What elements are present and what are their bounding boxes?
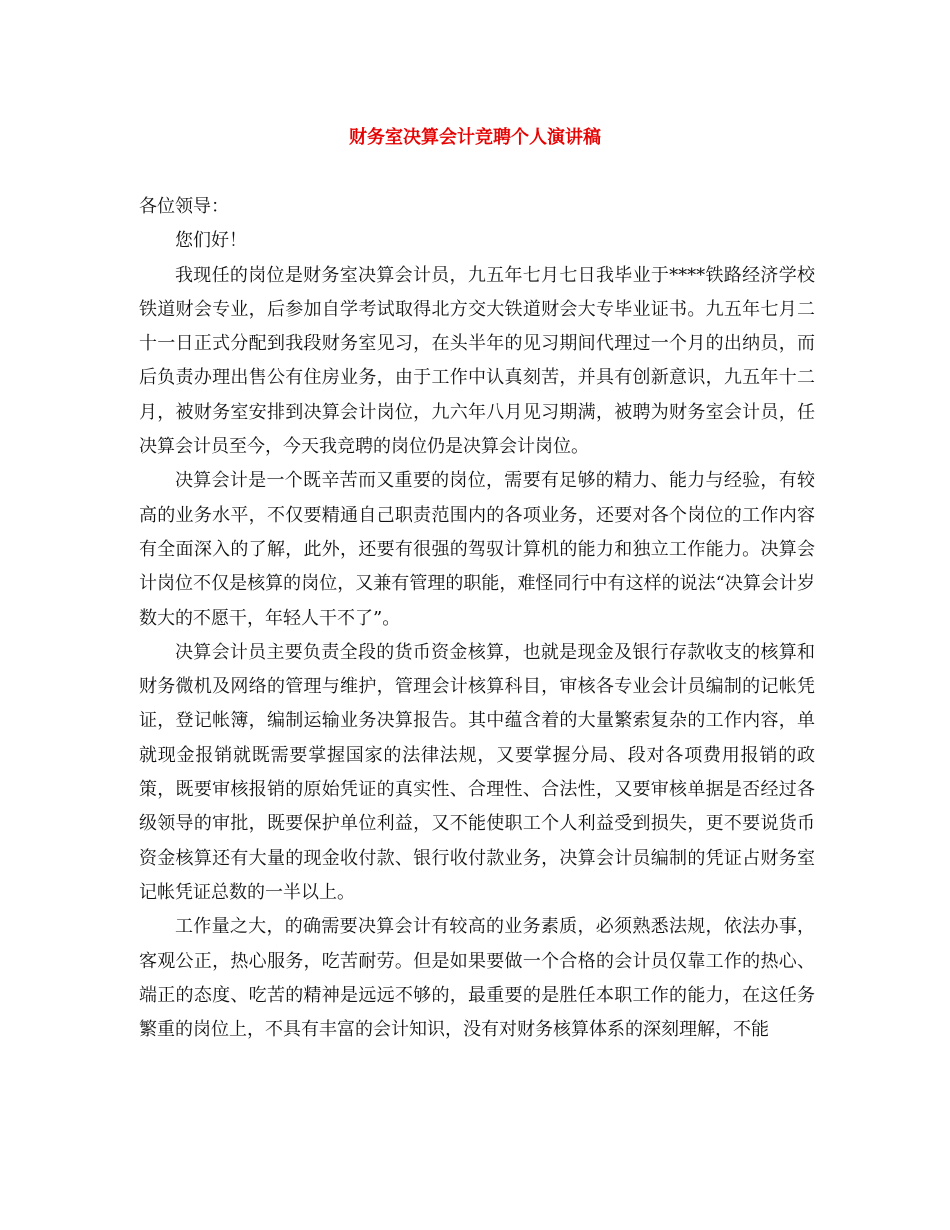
paragraph-greeting: 您们好！ — [175, 230, 247, 252]
paragraph-role-importance: 决算会计是一个既辛苦而又重要的岗位，需要有足够的精力、能力与经验，有较高的业务水平，不仅要精通自己职责范围内的各项业务，还要对各个岗位的工作内容有全面深入的了解，此外，还要有很强的驾驭计算机的能力和独立工作能力。决算会计岗位不仅是核算的岗位，又兼有管理的职能，难怪同行中有这样的说法“决算会计岁数大的不愿干，年轻人干不了”。 — [139, 470, 815, 629]
paragraph-current-position: 我现任的岗位是财务室决算会计员，九五年七月七日我毕业于****铁路经济学校铁道财会专业，后参加自学考试取得北方交大铁道财会大专毕业证书。九五年七月二十一日正式分配到我段财务室见习，在头半年的见习期间代理过一个月的出纳员，而后负责办理出售公有住房业务，由于工作中认真刻苦，并具有创新意识，九五年十二月，被财务室安排到决算会计岗位，九六年八月见习期满，被聘为财务室会计员，任决算会计员至今，今天我竞聘的岗位仍是决算会计岗位。 — [139, 264, 815, 458]
document-body — [139, 190, 815, 1047]
paragraph-responsibilities: 决算会计员主要负责全段的货币资金核算，也就是现金及银行存款收支的核算和财务微机及网络的管理与维护，管理会计核算科目，审核各专业会计员编制的记帐凭证，登记帐簿，编制运输业务决算报告。其中蕴含着的大量繁索复杂的工作内容，单就现金报销就既需要掌握国家的法律法规，又要掌握分局、段对各项费用报销的政策，既要审核报销的原始凭证的真实性、合理性、合法性，又要审核单据是否经过各级领导的审批，既要保护单位利益，又不能使职工个人利益受到损失，更不要说货币资金核算还有大量的现金收付款、银行收付款业务，决算会计员编制的凭证占财务室记帐凭证总数的一半以上。 — [139, 641, 815, 903]
salutation: 各位领导： — [139, 196, 229, 217]
document-title: 财务室决算会计竞聘个人演讲稿 — [349, 127, 601, 148]
paragraph-workload: 工作量之大，的确需要决算会计有较高的业务素质，必须熟悉法规，依法办事，客观公正，热心服务，吃苦耐劳。但是如果要做一个合格的会计员仅靠工作的热心、端正的态度、吃苦的精神是远远不够的，最重要的是胜任本职工作的能力，在这任务繁重的岗位上，不具有丰富的会计知识，没有对财务核算体系的深刻理解，不能 — [139, 916, 815, 1041]
